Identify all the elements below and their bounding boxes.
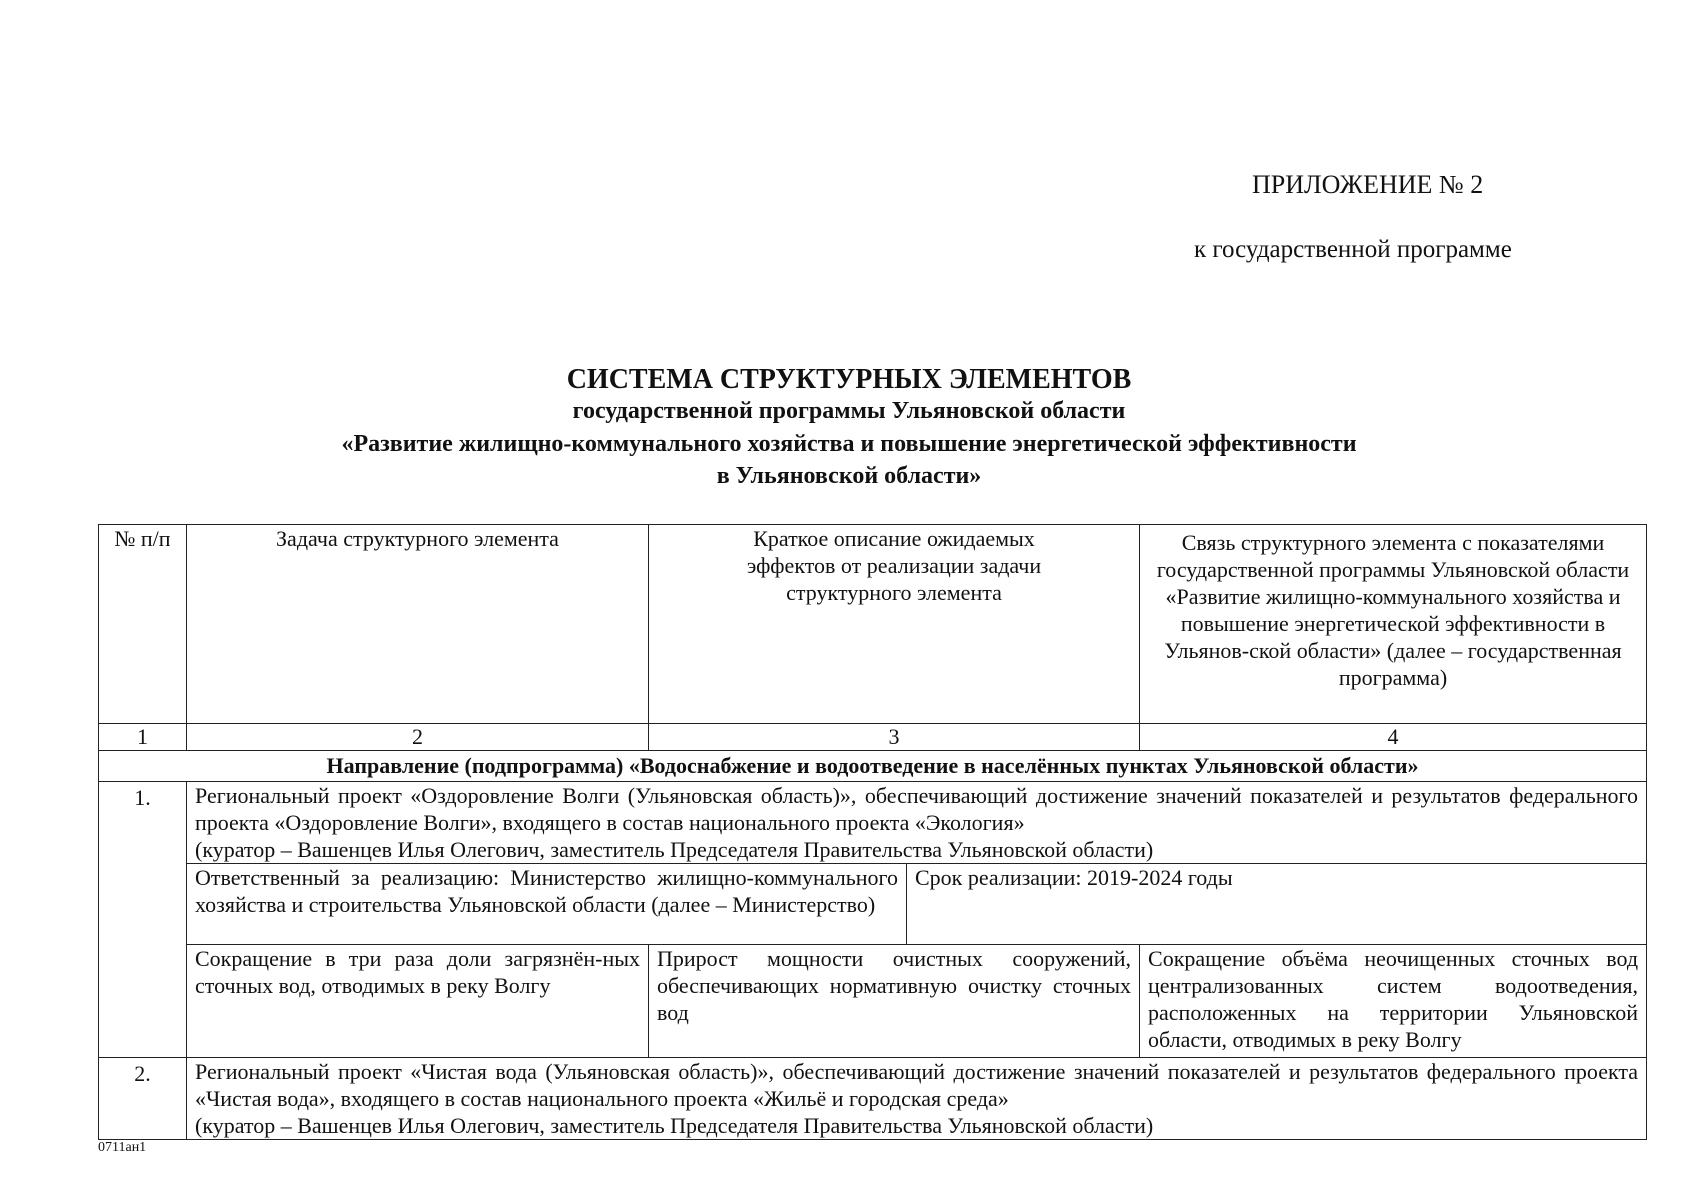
structural-elements-table [98, 524, 1647, 1140]
project-description: Региональный проект «Чистая вода (Ульяновская область)», обеспечивающий достижение значений показателей и результатов федерального проекта «Чистая вода», входящего в состав национального проекта «Жильё и городская среда» [195, 1059, 1639, 1111]
row-number: 1. [99, 782, 187, 1058]
row-number: 2. [99, 1058, 187, 1140]
appendix-subtitle: к государственной программе [1194, 236, 1512, 263]
column-number-3: 3 [649, 724, 1140, 751]
footer-document-code: 0711ан1 [98, 1140, 147, 1155]
effect-cell: Прирост мощности очистных сооружений, обеспечивающих нормативную очистку сточных вод [649, 945, 1140, 1058]
document-subtitle-line-1: государственной программы Ульяновской области [572, 398, 1126, 424]
table-row [99, 945, 1647, 1058]
project-description: Региональный проект «Оздоровление Волги (Ульяновская область)», обеспечивающий достижение значений показателей и результатов федерального проекта «Оздоровление Волги», входящего в состав национального проекта «Экология» [195, 783, 1639, 835]
table-header-row [99, 525, 1647, 724]
direction-row [99, 751, 1647, 782]
term-cell: Срок реализации: 2019-2024 годы [907, 864, 1647, 945]
table-row [99, 864, 1647, 945]
appendix-title: ПРИЛОЖЕНИЕ № 2 [1252, 170, 1484, 199]
document-title: СИСТЕМА СТРУКТУРНЫХ ЭЛЕМЕНТОВ [566, 364, 1132, 395]
responsible-cell: Ответственный за реализацию: Министерство жилищно-коммунального хозяйства и строительства Ульяновской области (далее – Министерство) [187, 864, 907, 945]
direction-title: Направление (подпрограмма) «Водоснабжение и водоотведение в населённых пунктах Ульяновской области» [99, 751, 1647, 782]
column-number-2: 2 [187, 724, 649, 751]
project-cell [187, 782, 1647, 864]
task-cell: Сокращение в три раза доли загрязнён-ных сточных вод, отводимых в реку Волгу [187, 945, 649, 1058]
column-numbers-row [99, 724, 1647, 751]
document-subtitle-line-2: «Развитие жилищно-коммунального хозяйства и повышение энергетической эффективности [341, 431, 1357, 457]
document-subtitle-line-3: в Ульяновской области» [716, 463, 982, 489]
header-task: Задача структурного элемента [187, 525, 649, 724]
project-curator: (куратор – Вашенцев Илья Олегович, заместитель Председателя Правительства Ульяновской области) [195, 1113, 1154, 1138]
project-cell [187, 1058, 1647, 1140]
column-number-1: 1 [99, 724, 187, 751]
column-number-4: 4 [1140, 724, 1647, 751]
table-row [99, 1058, 1647, 1140]
header-effects: Краткое описание ожидаемых эффектов от реализации задачи структурного элемента [649, 525, 1140, 724]
header-number: № п/п [99, 525, 187, 724]
table-row [99, 782, 1647, 864]
header-indicators: Связь структурного элемента с показателями государственной программы Ульяновской области «Развитие жилищно-коммунального хозяйства и повышение энергетической эффективности в Ульянов-ской области» (далее – государственная программа) [1140, 525, 1647, 724]
project-curator: (куратор – Вашенцев Илья Олегович, заместитель Председателя Правительства Ульяновской области) [195, 837, 1154, 862]
indicator-cell: Сокращение объёма неочищенных сточных вод централизованных систем водоотведения, расположенных на территории Ульяновской области, отводимых в реку Волгу [1140, 945, 1647, 1058]
